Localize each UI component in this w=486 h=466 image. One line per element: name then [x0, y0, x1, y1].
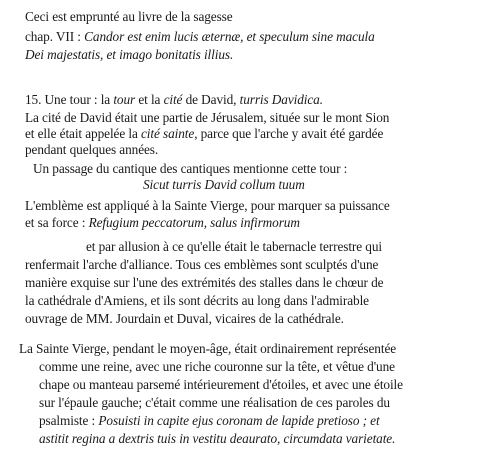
text-line: [25, 9, 233, 25]
latin-quote: Sicut turris David collum tuum: [143, 177, 305, 192]
text-line: [25, 293, 369, 309]
text-line: [25, 198, 390, 214]
text: chap. VII :: [25, 29, 81, 44]
text: et sa force :: [25, 215, 89, 230]
text: et la: [135, 92, 164, 107]
latin-quote: astitit regina a dextris tuis in vestitu deaurato, circumdata varietate.: [39, 431, 396, 446]
text-line: [25, 142, 158, 158]
text: renfermait l'arche d'alliance. Tous ces emblèmes sont sculptés d'une: [25, 257, 379, 272]
text-line: [19, 341, 396, 357]
text-line: [25, 92, 323, 108]
text: la cathédrale d'Amiens, et ils sont décrits au long dans l'admirable: [25, 293, 369, 308]
emphasis: cité: [163, 92, 183, 107]
text: La Sainte Vierge, pendant le moyen-âge, était ordinairement représentée: [19, 341, 397, 356]
text-line: [33, 161, 347, 177]
text: sur l'épaule gauche; c'était comme une réalisation de ces paroles du: [39, 395, 390, 410]
text-line: [39, 431, 395, 447]
text: La cité de David était une partie de Jérusalem, située sur le mont Sion: [25, 110, 390, 125]
text-line: [25, 47, 233, 63]
latin-quote: Refugium peccatorum, salus infirmorum: [88, 215, 300, 230]
text-line: [25, 29, 375, 45]
text-line: [25, 126, 383, 142]
text-line: [25, 257, 378, 273]
text: Ceci est emprunté au livre de la sagesse: [25, 9, 233, 24]
text-line: [39, 359, 395, 375]
latin-quote: Posuisti in capite ejus coronam de lapide pretioso ; et: [98, 413, 380, 428]
text-line: [39, 377, 403, 393]
latin-quote: Dei majestatis, et imago bonitatis illius.: [25, 47, 234, 62]
section-number: 15.: [25, 92, 42, 107]
text: Une tour : la: [41, 92, 114, 107]
text: et elle était appelée la: [25, 126, 141, 141]
text-line: [39, 413, 380, 429]
text-line: [25, 275, 383, 291]
emphasis: cité sainte: [141, 126, 195, 141]
text-line: [25, 311, 344, 327]
text: pendant quelques années.: [25, 142, 159, 157]
text: Un passage du cantique des cantiques mentionne cette tour :: [33, 161, 348, 176]
text-line: [25, 110, 389, 126]
text: L'emblème est appliqué à la Sainte Vierge, pour marquer sa puissance: [25, 198, 390, 213]
text: , parce que l'arche y avait été gardée: [194, 126, 384, 141]
text: psalmiste :: [39, 413, 99, 428]
text-line: [86, 239, 382, 255]
text: comme une reine, avec une riche couronne sur la tête, et vêtue d'une: [39, 359, 395, 374]
text: de David,: [182, 92, 240, 107]
text-line: [25, 215, 300, 231]
text-line: [143, 177, 305, 193]
latin-quote: turris Davidica.: [239, 92, 323, 107]
text: manière exquise sur l'une des extrémités des stalles dans le chœur de: [25, 275, 384, 290]
text: chape ou manteau parsemé intérieurement d'étoiles, et avec une étoile: [39, 377, 403, 392]
text: et par allusion à ce qu'elle était le tabernacle terrestre qui: [86, 239, 382, 254]
emphasis: tour: [113, 92, 136, 107]
text-line: [39, 395, 390, 411]
text: ouvrage de MM. Jourdain et Duval, vicaires de la cathédrale.: [25, 311, 344, 326]
latin-quote: Candor est enim lucis æternæ, et speculum sine macula: [84, 29, 375, 44]
